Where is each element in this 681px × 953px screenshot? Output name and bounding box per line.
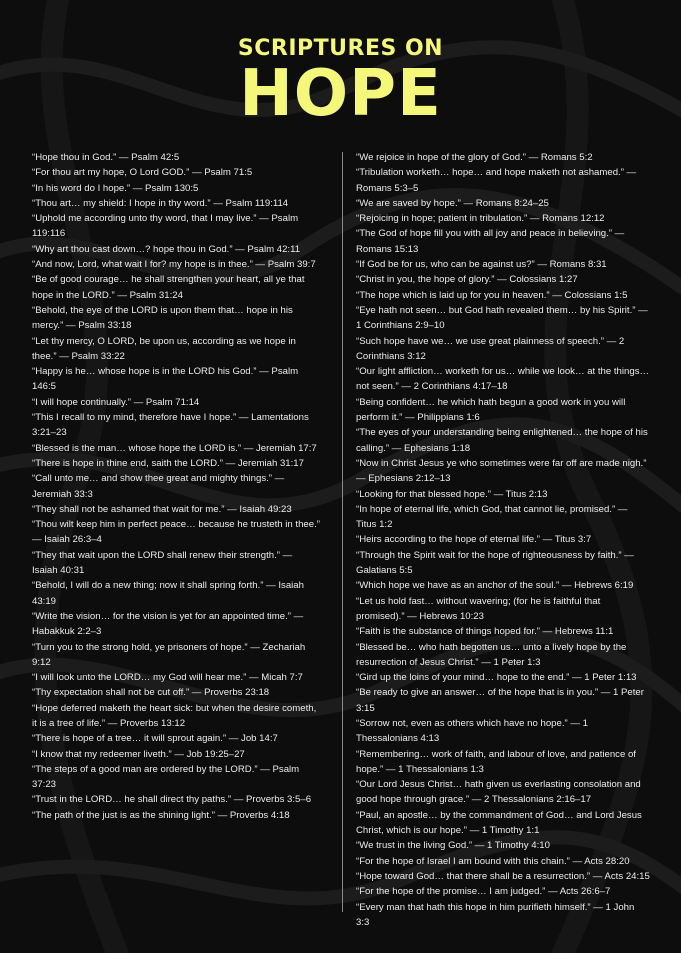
verse-item: “Heirs according to the hope of eternal life.” — Titus 3:7 (356, 534, 592, 546)
verse-item: “I will hope continually.” — Psalm 71:14 (32, 396, 200, 408)
verse-item: “Sorrow not, even as others which have no hope.” — 1 Thessalonians 4:13 (356, 717, 588, 745)
verse-item: “Such hope have we… we use great plainness of speech.” — 2 Corinthians 3:12 (356, 335, 625, 362)
verse-item: “This I recall to my mind, therefore have I hope.” — Lamentations 3:21–23 (32, 412, 309, 439)
verse-item: “Behold, I will do a new thing; now it shall spring forth.” — Isaiah 43:19 (32, 580, 304, 607)
verse-item: “Call unto me… and show thee great and mighty things.” — Jeremiah 33:3 (32, 473, 285, 500)
verse-item: “And now, Lord, what wait I for? my hope is in thee.” — Psalm 39:7 (32, 259, 316, 271)
verse-item: “We rejoice in hope of the glory of God.” — Romans 5:2 (356, 152, 593, 163)
verse-item: “Eye hath not seen… but God hath revealed them… by his Spirit.” — 1 Corinthians 2:9–10 (356, 304, 648, 332)
verse-item: “For the hope of the promise… I am judged.” — Acts 26:6–7 (356, 886, 611, 898)
verse-item: “There is hope of a tree… it will sprout again.” — Job 14:7 (32, 733, 278, 745)
verse-item: “Now in Christ Jesus ye who sometimes were far off are made nigh.” — Ephesians 2:12–13 (356, 457, 647, 485)
verse-item: “Be ready to give an answer… of the hope that is in you.” — 1 Peter 3:15 (356, 687, 644, 714)
verse-item: “In hope of eternal life, which God, that cannot lie, promised.” — Titus 1:2 (356, 503, 628, 531)
verse-item: “There is hope in thine end, saith the LORD.” — Jeremiah 31:17 (32, 457, 304, 469)
verse-item: “Let thy mercy, O LORD, be upon us, according as we hope in thee.” — Psalm 33:22 (32, 335, 296, 362)
verse-item: “Faith is the substance of things hoped for.” — Hebrews 11:1 (356, 626, 614, 638)
verse-item: “Happy is he… whose hope is in the LORD his God.” — Psalm 146:5 (32, 366, 299, 393)
verse-item: “For the hope of Israel I am bound with this chain.” — Acts 28:20 (356, 855, 630, 867)
left-verse-column (32, 150, 320, 823)
verse-item: “In his word do I hope.” — Psalm 130:5 (32, 182, 199, 194)
verse-item: “Turn you to the strong hold, ye prisoners of hope.” — Zechariah 9:12 (32, 641, 306, 668)
verse-item: “They that wait upon the LORD shall renew their strength.” — Isaiah 40:31 (32, 549, 293, 577)
header (0, 36, 681, 131)
verse-item: “Remembering… work of faith, and labour of love, and patience of hope.” — 1 Thessalonians 1:3 (356, 748, 636, 775)
verse-item: “Thou art… my shield: I hope in thy word.” — Psalm 119:114 (32, 197, 289, 209)
verse-item: “Every man that hath this hope in him purifieth himself.” — 1 John 3:3 (356, 901, 635, 928)
verse-item: “Tribulation worketh… hope… and hope maketh not ashamed.” — Romans 5:3–5 (356, 167, 637, 194)
verse-item: “Our light affliction… worketh for us… while we look… at the things… not seen.” — 2 Corinthians 4:17–18 (356, 366, 650, 393)
right-verse-column (356, 150, 650, 930)
verse-item: “We are saved by hope.” — Romans 8:24–25 (356, 197, 549, 209)
verse-item: “Hope toward God… that there shall be a resurrection.” — Acts 24:15 (356, 870, 650, 882)
verse-item: “The steps of a good man are ordered by the LORD.” — Psalm 37:23 (32, 763, 300, 791)
verse-item: “Blessed is the man… whose hope the LORD is.” — Jeremiah 17:7 (32, 442, 317, 454)
verse-item: “Uphold me according unto thy word, that I may live.” — Psalm 119:116 (32, 213, 299, 240)
verse-item: “Christ in you, the hope of glory.” — Colossians 1:27 (356, 274, 578, 286)
verse-item: “Gird up the loins of your mind… hope to the end.” — 1 Peter 1:13 (356, 672, 637, 684)
verse-item: “The eyes of your understanding being enlightened… the hope of his calling.” — Ephesians 1:18 (356, 427, 648, 454)
verse-item: “Hope thou in God.” — Psalm 42:5 (32, 152, 180, 163)
page-title: HOPE (239, 57, 442, 131)
verse-item: “Looking for that blessed hope.” — Titus 2:13 (356, 488, 548, 500)
verse-item: “I know that my redeemer liveth.” — Job 19:25–27 (32, 748, 245, 760)
verse-item: “Thy expectation shall not be cut off.” — Proverbs 23:18 (32, 687, 270, 699)
column-divider (342, 152, 343, 912)
verse-item: “For thou art my hope, O Lord GOD.” — Psalm 71:5 (32, 167, 253, 179)
verse-item: “I will look unto the LORD… my God will hear me.” — Micah 7:7 (32, 672, 303, 684)
verse-item: “Be of good courage… he shall strengthen your heart, all ye that hope in the LORD.” — Psalm 31:24 (32, 274, 305, 301)
verse-item: “Our Lord Jesus Christ… hath given us everlasting consolation and good hope through grace.” — 2 Thessalonians 2:16–17 (356, 779, 641, 806)
verse-item: “Through the Spirit wait for the hope of righteousness by faith.” — Galatians 5:5 (356, 549, 634, 577)
verse-item: “They shall not be ashamed that wait for me.” — Isaiah 49:23 (32, 503, 292, 515)
verse-item: “Thou wilt keep him in perfect peace… because he trusteth in thee.” — Isaiah 26:3–4 (32, 519, 320, 546)
verse-item: “Paul, an apostle… by the commandment of God… and Lord Jesus Christ, which is our hope.” — 1 Timothy 1:1 (356, 809, 642, 837)
verse-item: “Trust in the LORD… he shall direct thy paths.” — Proverbs 3:5–6 (32, 794, 312, 806)
verse-item: “If God be for us, who can be against us?” — Romans 8:31 (356, 259, 607, 271)
verse-item: “The path of the just is as the shining light.” — Proverbs 4:18 (32, 809, 290, 821)
verse-item: “Why art thou cast down…? hope thou in God.” — Psalm 42:11 (32, 243, 301, 255)
verse-item: “Let us hold fast… without wavering; (for he is faithful that promised).” — Hebrews 10:23 (356, 595, 601, 622)
verse-item: “The God of hope fill you with all joy and peace in believing.” — Romans 15:13 (356, 228, 625, 255)
verse-item: “We trust in the living God.” — 1 Timothy 4:10 (356, 840, 550, 852)
verse-item: “Rejoicing in hope; patient in tribulation.” — Romans 12:12 (356, 213, 605, 225)
verse-item: “Which hope we have as an anchor of the soul.” — Hebrews 6:19 (356, 580, 634, 592)
verse-item: “Write the vision… for the vision is yet for an appointed time.” — Habakkuk 2:2–3 (32, 610, 304, 638)
verse-item: “Blessed be… who hath begotten us… unto a lively hope by the resurrection of Jesus Christ.” — 1 Peter 1:3 (356, 641, 627, 668)
verse-item: “Hope deferred maketh the heart sick: but when the desire cometh, it is a tree of life.” — Proverbs 13:12 (32, 702, 317, 729)
verse-item: “The hope which is laid up for you in heaven.” — Colossians 1:5 (356, 289, 628, 301)
verse-item: “Behold, the eye of the LORD is upon them that… hope in his mercy.” — Psalm 33:18 (32, 304, 293, 332)
verse-item: “Being confident… he which hath begun a good work in you will perform it.” — Philippians 1:6 (356, 396, 626, 424)
page-subtitle: SCRIPTURES ON (237, 36, 444, 61)
